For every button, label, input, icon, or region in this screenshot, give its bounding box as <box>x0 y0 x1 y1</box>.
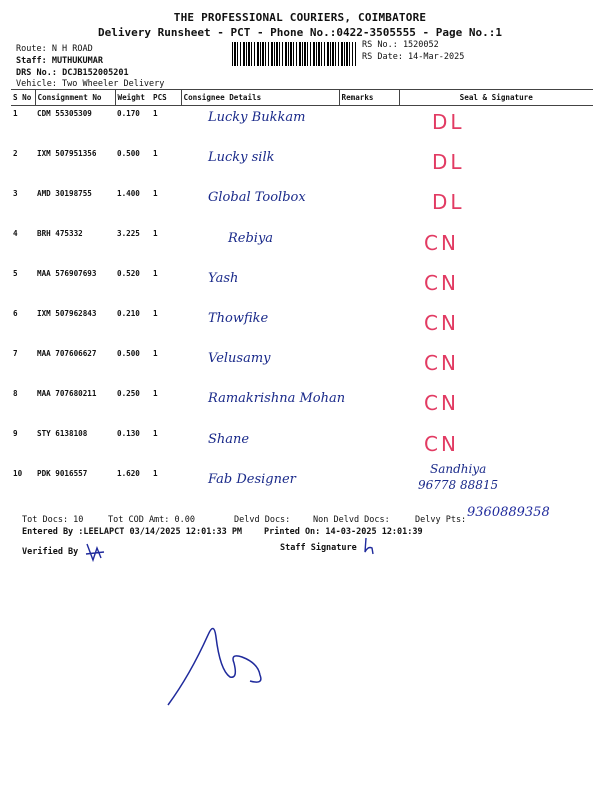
table-row <box>11 466 593 506</box>
cell-sno: 6 <box>13 309 18 318</box>
delivery-status-mark: CN <box>424 391 459 416</box>
table-header-row <box>11 90 593 106</box>
cell-remarks <box>339 106 399 147</box>
delivery-status-mark: CN <box>424 311 459 335</box>
cell-seal-signature <box>399 146 593 186</box>
drs-value: DCJB152005201 <box>62 68 129 78</box>
delivery-status-mark: CN <box>424 431 459 456</box>
cell-weight: 0.210 <box>117 309 140 318</box>
cell-pcs: 1 <box>153 469 158 478</box>
cell-weight: 0.520 <box>117 269 140 278</box>
delivery-status-mark: DL <box>432 150 465 175</box>
cell-remarks <box>339 386 399 426</box>
printed-on: Printed On: 14-03-2025 12:01:39 <box>264 527 423 537</box>
table-row <box>11 146 593 186</box>
rs-number: RS No.: 1520052 <box>362 40 439 50</box>
runsheet-subtitle: Delivery Runsheet - PCT - Phone No.:0422-3505555 - Page No.:1 <box>98 26 502 39</box>
table-row <box>11 226 593 266</box>
cell-pcs: 1 <box>153 349 158 358</box>
col-consignment: Consignment No <box>35 90 115 106</box>
consignee-handwriting: Lucky Bukkam <box>208 110 306 125</box>
cell-weight: 1.620 <box>117 469 140 478</box>
tot-docs: Tot Docs: 10 <box>22 515 84 525</box>
consignee-handwriting: Yash <box>208 270 239 286</box>
col-sno: S No <box>11 90 35 106</box>
signature-scribble <box>160 615 280 710</box>
non-delivered-docs: Non Delvd Docs: <box>313 515 390 525</box>
cell-pcs: 1 <box>153 309 158 318</box>
delivery-status-mark: CN <box>424 270 459 295</box>
delivered-docs: Delvd Docs: <box>234 515 291 525</box>
cell-pcs: 1 <box>153 229 158 238</box>
cell-sno: 4 <box>13 229 18 238</box>
cell-weight: 0.170 <box>117 109 140 118</box>
cell-weight: 0.500 <box>117 149 140 158</box>
cell-pcs: 1 <box>153 389 158 398</box>
receiver-name-handwriting: Sandhiya <box>430 461 487 476</box>
col-pcs: PCS <box>151 90 181 106</box>
cell-pcs: 1 <box>153 189 158 198</box>
cell-remarks <box>339 146 399 186</box>
consignee-handwriting: Velusamy <box>208 351 271 367</box>
cell-sno: 9 <box>13 429 18 438</box>
cell-consignee <box>181 426 339 466</box>
receiver-phone-handwriting: 96778 88815 <box>418 477 499 492</box>
cell-consignment: IXM 507951356 <box>37 149 97 158</box>
cell-consignment: PDK 9016557 <box>37 469 88 478</box>
verified-by-signature <box>84 540 106 564</box>
company-title: THE PROFESSIONAL COURIERS, COIMBATORE <box>173 11 427 24</box>
cell-sno: 1 <box>13 109 18 118</box>
cell-remarks <box>339 186 399 226</box>
rs-date: RS Date: 14-Mar-2025 <box>362 52 465 62</box>
delivery-status-mark: CN <box>424 230 459 255</box>
cell-remarks <box>339 306 399 346</box>
cell-pcs: 1 <box>153 429 158 438</box>
cell-consignment: MAA 707606627 <box>37 349 97 358</box>
cell-consignee <box>181 266 339 306</box>
delivery-status-mark: DL <box>432 190 465 215</box>
consignee-handwriting: Shane <box>208 431 250 447</box>
verified-by-label: Verified By <box>22 547 79 557</box>
consignee-handwriting: Global Toolbox <box>208 190 306 206</box>
drs-label: DRS No.: <box>16 68 57 78</box>
barcode-image <box>232 42 356 66</box>
cell-consignment: MAA 576907693 <box>37 269 97 278</box>
runsheet-table <box>11 89 593 506</box>
cell-sno: 3 <box>13 189 18 198</box>
cell-sno: 2 <box>13 149 18 158</box>
cell-remarks <box>339 346 399 386</box>
cell-weight: 0.500 <box>117 349 140 358</box>
cell-seal-signature <box>399 186 593 226</box>
drs-number <box>16 68 129 79</box>
table-row <box>11 306 593 346</box>
col-consignee: Consignee Details <box>181 90 339 106</box>
cell-weight: 1.400 <box>117 189 140 198</box>
cell-consignment: STY 6138108 <box>37 429 88 438</box>
col-seal-signature: Seal & Signature <box>399 90 593 106</box>
table-row <box>11 266 593 306</box>
cell-consignment: MAA 707680211 <box>37 389 97 398</box>
cell-seal-signature <box>399 106 593 147</box>
cell-pcs: 1 <box>153 269 158 278</box>
table-row <box>11 346 593 386</box>
staff-label: Staff: MUTHUKUMAR <box>16 56 103 66</box>
cell-weight: 0.130 <box>117 429 140 438</box>
consignee-handwriting: Ramakrishna Mohan <box>208 391 346 407</box>
col-remarks: Remarks <box>339 90 399 106</box>
staff-signature-mark <box>362 536 378 556</box>
tot-cod-amt: Tot COD Amt: 0.00 <box>108 515 195 525</box>
cell-remarks <box>339 426 399 466</box>
table-row <box>11 426 593 466</box>
consignee-handwriting: Lucky silk <box>208 150 275 166</box>
cell-remarks <box>339 266 399 306</box>
cell-sno: 7 <box>13 349 18 358</box>
delivery-points: Delvy Pts: <box>415 515 467 525</box>
cell-remarks <box>339 226 399 266</box>
route-label: Route: N H ROAD <box>16 44 93 54</box>
vehicle-label: Vehicle: Two Wheeler Delivery <box>16 79 165 89</box>
consignee-handwriting: Fab Designer <box>208 471 296 487</box>
col-weight: Weight <box>115 90 151 106</box>
delivery-status-mark: DL <box>432 110 465 134</box>
cell-pcs: 1 <box>153 109 158 118</box>
cell-consignment: CDM 55305309 <box>37 109 92 118</box>
cell-weight: 3.225 <box>117 229 140 238</box>
cell-weight: 0.250 <box>117 389 140 398</box>
entered-by: Entered By :LEELAPCT 03/14/2025 12:01:33 PM <box>22 527 243 537</box>
delivery-points-value: 9360889358 <box>467 505 550 520</box>
consignee-handwriting: Thowfike <box>208 311 269 326</box>
cell-sno: 5 <box>13 269 18 278</box>
staff-signature-label: Staff Signature <box>280 543 357 553</box>
cell-consignment: AMD 30198755 <box>37 189 92 198</box>
cell-sno: 10 <box>13 469 23 478</box>
cell-pcs: 1 <box>153 149 158 158</box>
cell-remarks <box>339 466 399 506</box>
consignee-handwriting: Rebiya <box>228 230 274 246</box>
cell-consignment: BRH 475332 <box>37 229 83 238</box>
delivery-status-mark: CN <box>424 351 459 376</box>
cell-consignment: IXM 507962843 <box>37 309 97 318</box>
cell-sno: 8 <box>13 389 18 398</box>
